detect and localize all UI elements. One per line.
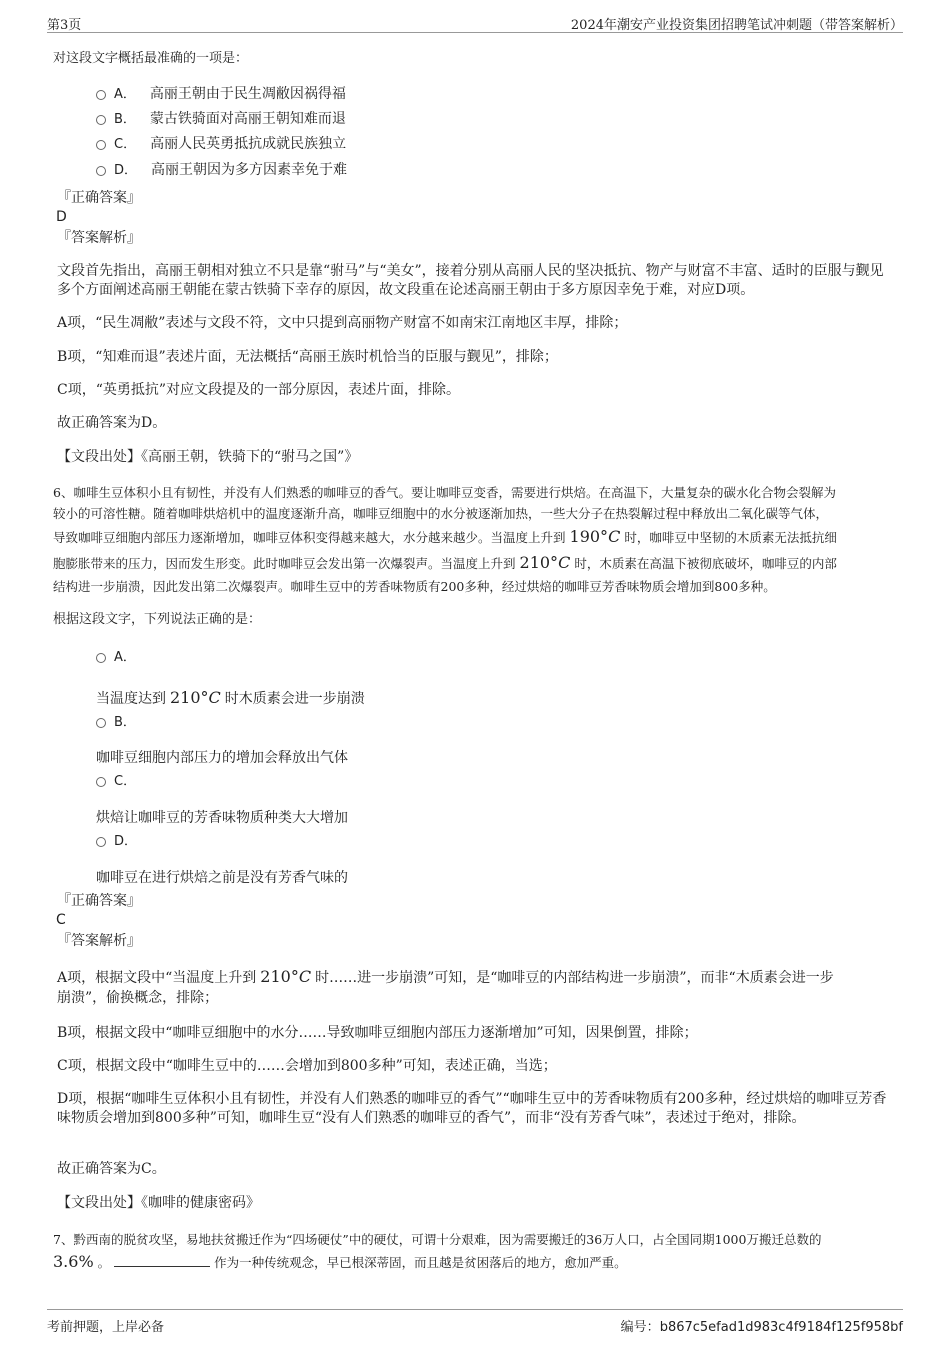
radio-icon[interactable] [96, 837, 106, 847]
q5-option-c[interactable]: C． 高丽人民英勇抵抗成就民族独立 [96, 133, 346, 155]
q6-analysis-conclusion: 故正确答案为C。 [57, 1161, 166, 1177]
q5-answer: D [56, 209, 67, 225]
temp-210-formula: 210°C [170, 688, 221, 707]
radio-icon[interactable] [96, 718, 106, 728]
q5-analysis-b: B项，“知难而退”表述片面，无法概括“高丽王族时机恰当的臣服与觐见”，排除； [57, 349, 558, 365]
q6-option-b[interactable]: B． [96, 711, 150, 733]
q5-option-b[interactable]: B． 蒙古铁骑面对高丽王朝知难而退 [96, 108, 346, 130]
fill-in-blank[interactable] [114, 1266, 210, 1267]
q5-analysis-c: C项，“英勇抵抗”对应文段提及的一部分原因，表述片面，排除。 [57, 382, 461, 398]
document-title: 2024年潮安产业投资集团招聘笔试冲刺题（带答案解析） [570, 18, 903, 33]
footer-slogan: 考前押题，上岸必备 [47, 1320, 165, 1335]
q6-answer-label: 『正确答案』 [57, 893, 141, 909]
q5-option-a[interactable]: A． 高丽王朝由于民生凋敝因祸得福 [96, 83, 346, 105]
radio-icon[interactable] [96, 777, 106, 787]
q6-option-a[interactable]: A． [96, 646, 150, 668]
q6-analysis-c: C项，根据文段中“咖啡生豆中的……会增加到800多种”可知，表述正确，当选； [57, 1058, 557, 1074]
page-number: 第3页 [47, 18, 82, 33]
q6-stem: 6、咖啡生豆体积小且有韧性，并没有人们熟悉的咖啡豆的香气。要让咖啡豆变香，需要进行烘焙。在高温下，大量复杂的碳水化合物会裂解为 较小的可溶性糖。随着咖啡烘焙机中的温度逐渐升高，咖啡豆细胞中的水分被逐渐加热，一些大分子在热裂解过程中释放出二氧化碳等气体， 导致咖啡豆细胞内部压力逐渐增加，咖啡豆体积变得越来越大，水分越来越少。当温度上升到 190°C 时，咖啡豆中坚韧的木质素无法抵抗细 胞膨胀带来的压力，因而发生形变。此时咖啡豆会发出第一次爆裂声。当温度上升到 210°C 时，木质素在高温下被彻底破坏，咖啡豆的内部 结构进一步崩溃，因此发出第二次爆裂声。咖啡生豆中的芳香味物质有200多种，经过烘焙的咖啡豆芳香味物质会增加到800多种。 [53, 485, 837, 594]
q6-source: 【文段出处】《咖啡的健康密码》 [57, 1195, 260, 1211]
q7-stem: 7、黔西南的脱贫攻坚，易地扶贫搬迁作为“四场硬仗”中的硬仗，可谓十分艰难，因为需要搬迁的36万人口，占全国同期1000万搬迁总数的 3.6% 。 作为一种传统观念，早已根深蒂固，而且越是贫困落后的地方，愈加严重。 [53, 1229, 899, 1274]
q5-answer-label: 『正确答案』 [57, 190, 141, 206]
radio-icon[interactable] [96, 115, 106, 125]
q6-analysis-b: B项，根据文段中“咖啡豆细胞中的水分……导致咖啡豆细胞内部压力逐渐增加”可知，因果倒置，排除； [57, 1025, 698, 1041]
q6-option-a-text: 当温度达到 210°C 时木质素会进一步崩溃 [96, 688, 365, 707]
percent-formula: 3.6% [53, 1252, 94, 1271]
q6-analysis-a: A项，根据文段中“当温度上升到 210°C 时……进一步崩溃”可知，是“咖啡豆的内部结构进一步崩溃”，而非“木质素会进一步 崩溃”，偷换概念，排除； [57, 967, 834, 1006]
q5-analysis-a: A项，“民生凋敝”表述与文段不符，文中只提到高丽物产财富不如南宋江南地区丰厚，排除； [57, 315, 628, 331]
q6-question: 根据这段文字，下列说法正确的是： [53, 612, 262, 627]
radio-icon[interactable] [96, 90, 106, 100]
q6-option-d[interactable]: D． [96, 830, 151, 852]
q6-option-c[interactable]: C． [96, 770, 150, 792]
q6-answer: C [56, 912, 66, 928]
q5-stem: 对这段文字概括最准确的一项是： [53, 51, 249, 66]
temp-210-formula: 210°C [260, 967, 312, 986]
page-footer [47, 1309, 903, 1335]
q6-option-b-text: 咖啡豆细胞内部压力的增加会释放出气体 [96, 750, 348, 766]
radio-icon[interactable] [96, 653, 106, 663]
q5-analysis-label: 『答案解析』 [57, 230, 141, 246]
q6-analysis-label: 『答案解析』 [57, 933, 141, 949]
page-header [47, 12, 903, 33]
temp-210-formula: 210°C [519, 553, 571, 572]
q5-option-d[interactable]: D． 高丽王朝因为多方因素幸免于难 [96, 159, 347, 181]
radio-icon[interactable] [96, 140, 106, 150]
radio-icon[interactable] [96, 166, 106, 176]
q5-analysis-para: 文段首先指出，高丽王朝相对独立不只是靠“驸马”与“美女”，接着分别从高丽人民的坚决抵抗、物产与财富不丰富、适时的臣服与觐见多个方面阐述高丽王朝能在蒙古铁骑下幸存的原因，故文段重在论述高丽王朝由于多方原因幸免于难，对应D项。 [57, 263, 884, 298]
q5-source: 【文段出处】《高丽王朝，铁骑下的“驸马之国”》 [57, 449, 359, 465]
q6-option-d-text: 咖啡豆在进行烘焙之前是没有芳香气味的 [96, 870, 348, 886]
q6-option-c-text: 烘焙让咖啡豆的芳香味物质种类大大增加 [96, 810, 348, 826]
q5-analysis-conclusion: 故正确答案为D。 [57, 415, 167, 431]
q6-analysis-d: D项，根据“咖啡生豆体积小且有韧性，并没有人们熟悉的咖啡豆的香气”“咖啡生豆中的芳香味物质有200多种，经过烘焙的咖啡豆芳香味物质会增加到800多种”可知，咖啡生豆“没有人们熟悉的咖啡豆的香气”，而非“没有芳香气味”，表述过于绝对，排除。 [57, 1091, 887, 1126]
temp-190-formula: 190°C [569, 527, 621, 546]
document-code: 编号：b867c5efad1d983c4f9184f125f958bf [620, 1320, 903, 1335]
